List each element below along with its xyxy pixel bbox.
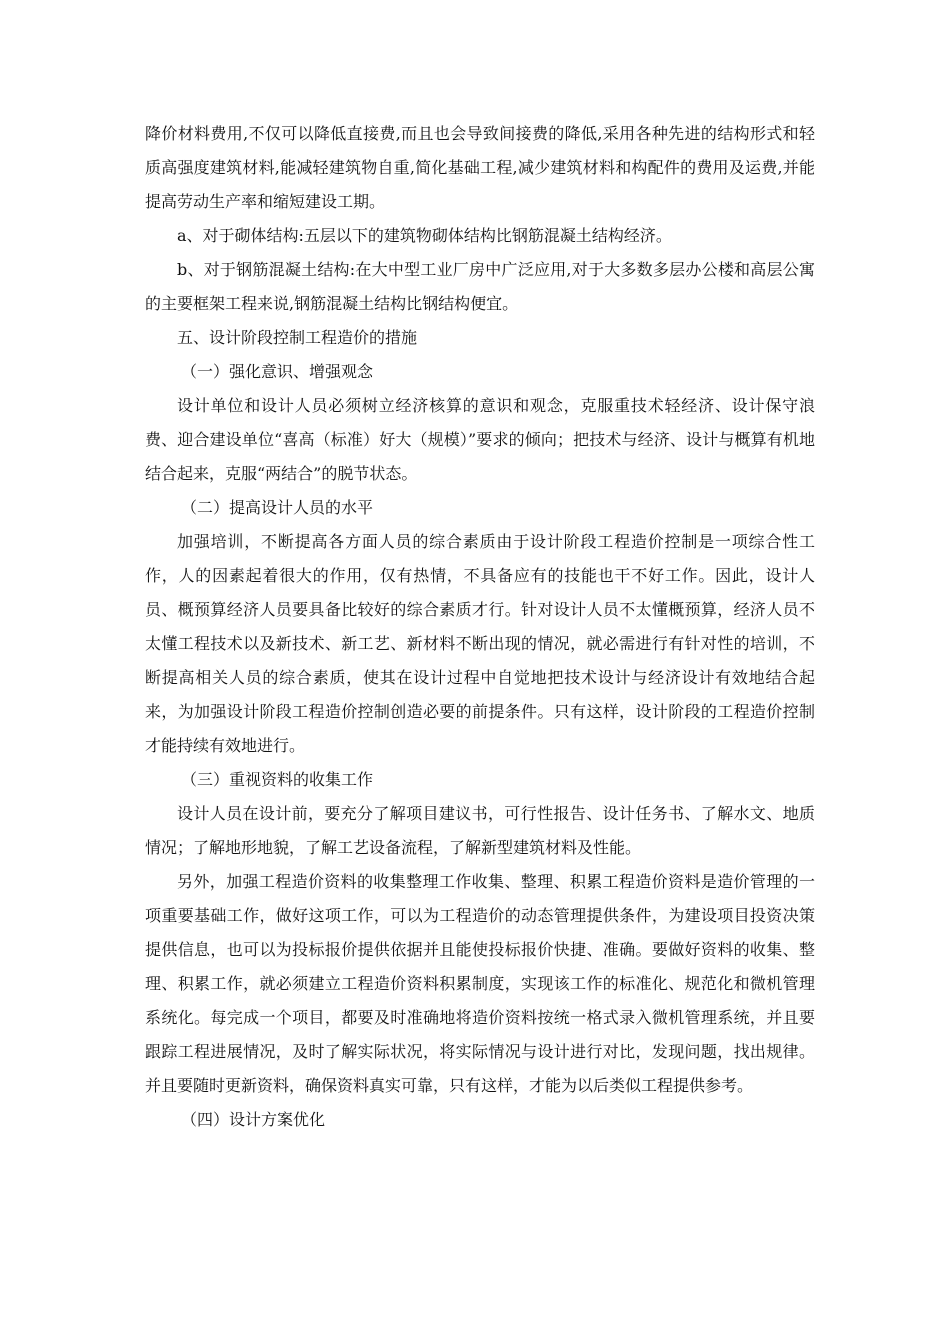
subsection-heading: （二）提高设计人员的水平 bbox=[181, 498, 374, 517]
paragraph: 另外，加强工程造价资料的收集整理工作收集、整理、积累工程造价资料是造价管理的一项重要基础工作，做好这项工作，可以为工程造价的动态管理提供条件，为建设项目投资决策提供信息，也可以为投标报价提供依据并且能使投标报价快捷、准确。要做好资料的收集、整理、积累工作，就必须建立工程造价资料积累制度，实现该工作的标准化、规范化和微机管理系统化。每完成一个项目，都要及时准确地将造价资料按统一格式录入微机管理系统，并且要跟踪工程进展情况，及时了解实际状况，将实际情况与设计进行对比，发现问题，找出规律。并且要随时更新资料，确保资料真实可靠，只有这样，才能为以后类似工程提供参考。 bbox=[145, 872, 815, 1095]
subsection-heading: （四）设计方案优化 bbox=[181, 1110, 326, 1129]
paragraph: b、对于钢筋混凝土结构:在大中型工业厂房中广泛应用,对于大多数多层办公楼和高层公寓的主要框架工程来说,钢筋混凝土结构比钢结构便宜。 bbox=[145, 260, 815, 313]
paragraph: 设计人员在设计前，要充分了解项目建议书，可行性报告、设计任务书、了解水文、地质情况；了解地形地貌，了解工艺设备流程，了解新型建筑材料及性能。 bbox=[145, 804, 815, 857]
subsection-heading: （三）重视资料的收集工作 bbox=[181, 770, 374, 789]
paragraph: 设计单位和设计人员必须树立经济核算的意识和观念，克服重技术轻经济、设计保守浪费、迎合建设单位“喜高（标准）好大（规模）”要求的倾向；把技术与经济、设计与概算有机地结合起来，克服“两结合”的脱节状态。 bbox=[145, 396, 815, 483]
paragraph: a、对于砌体结构:五层以下的建筑物砌体结构比钢筋混凝土结构经济。 bbox=[177, 226, 672, 245]
subsection-heading: （一）强化意识、增强观念 bbox=[181, 362, 374, 381]
section-heading: 五、设计阶段控制工程造价的措施 bbox=[177, 328, 418, 347]
paragraph: 加强培训，不断提高各方面人员的综合素质由于设计阶段工程造价控制是一项综合性工作，人的因素起着很大的作用，仅有热情，不具备应有的技能也干不好工作。因此，设计人员、概预算经济人员要具备比较好的综合素质才行。针对设计人员不太懂概预算，经济人员不太懂工程技术以及新技术、新工艺、新材料不断出现的情况，就必需进行有针对性的培训，不断提高相关人员的综合素质，使其在设计过程中自觉地把技术设计与经济设计有效地结合起来，为加强设计阶段工程造价控制创造必要的前提条件。只有这样，设计阶段的工程造价控制才能持续有效地进行。 bbox=[145, 532, 815, 755]
document-body bbox=[145, 117, 815, 1137]
paragraph: 降价材料费用,不仅可以降低直接费,而且也会导致间接费的降低,采用各种先进的结构形式和轻质高强度建筑材料,能减轻建筑物自重,简化基础工程,减少建筑材料和构配件的费用及运费,并能提高劳动生产率和缩短建设工期。 bbox=[145, 124, 815, 211]
